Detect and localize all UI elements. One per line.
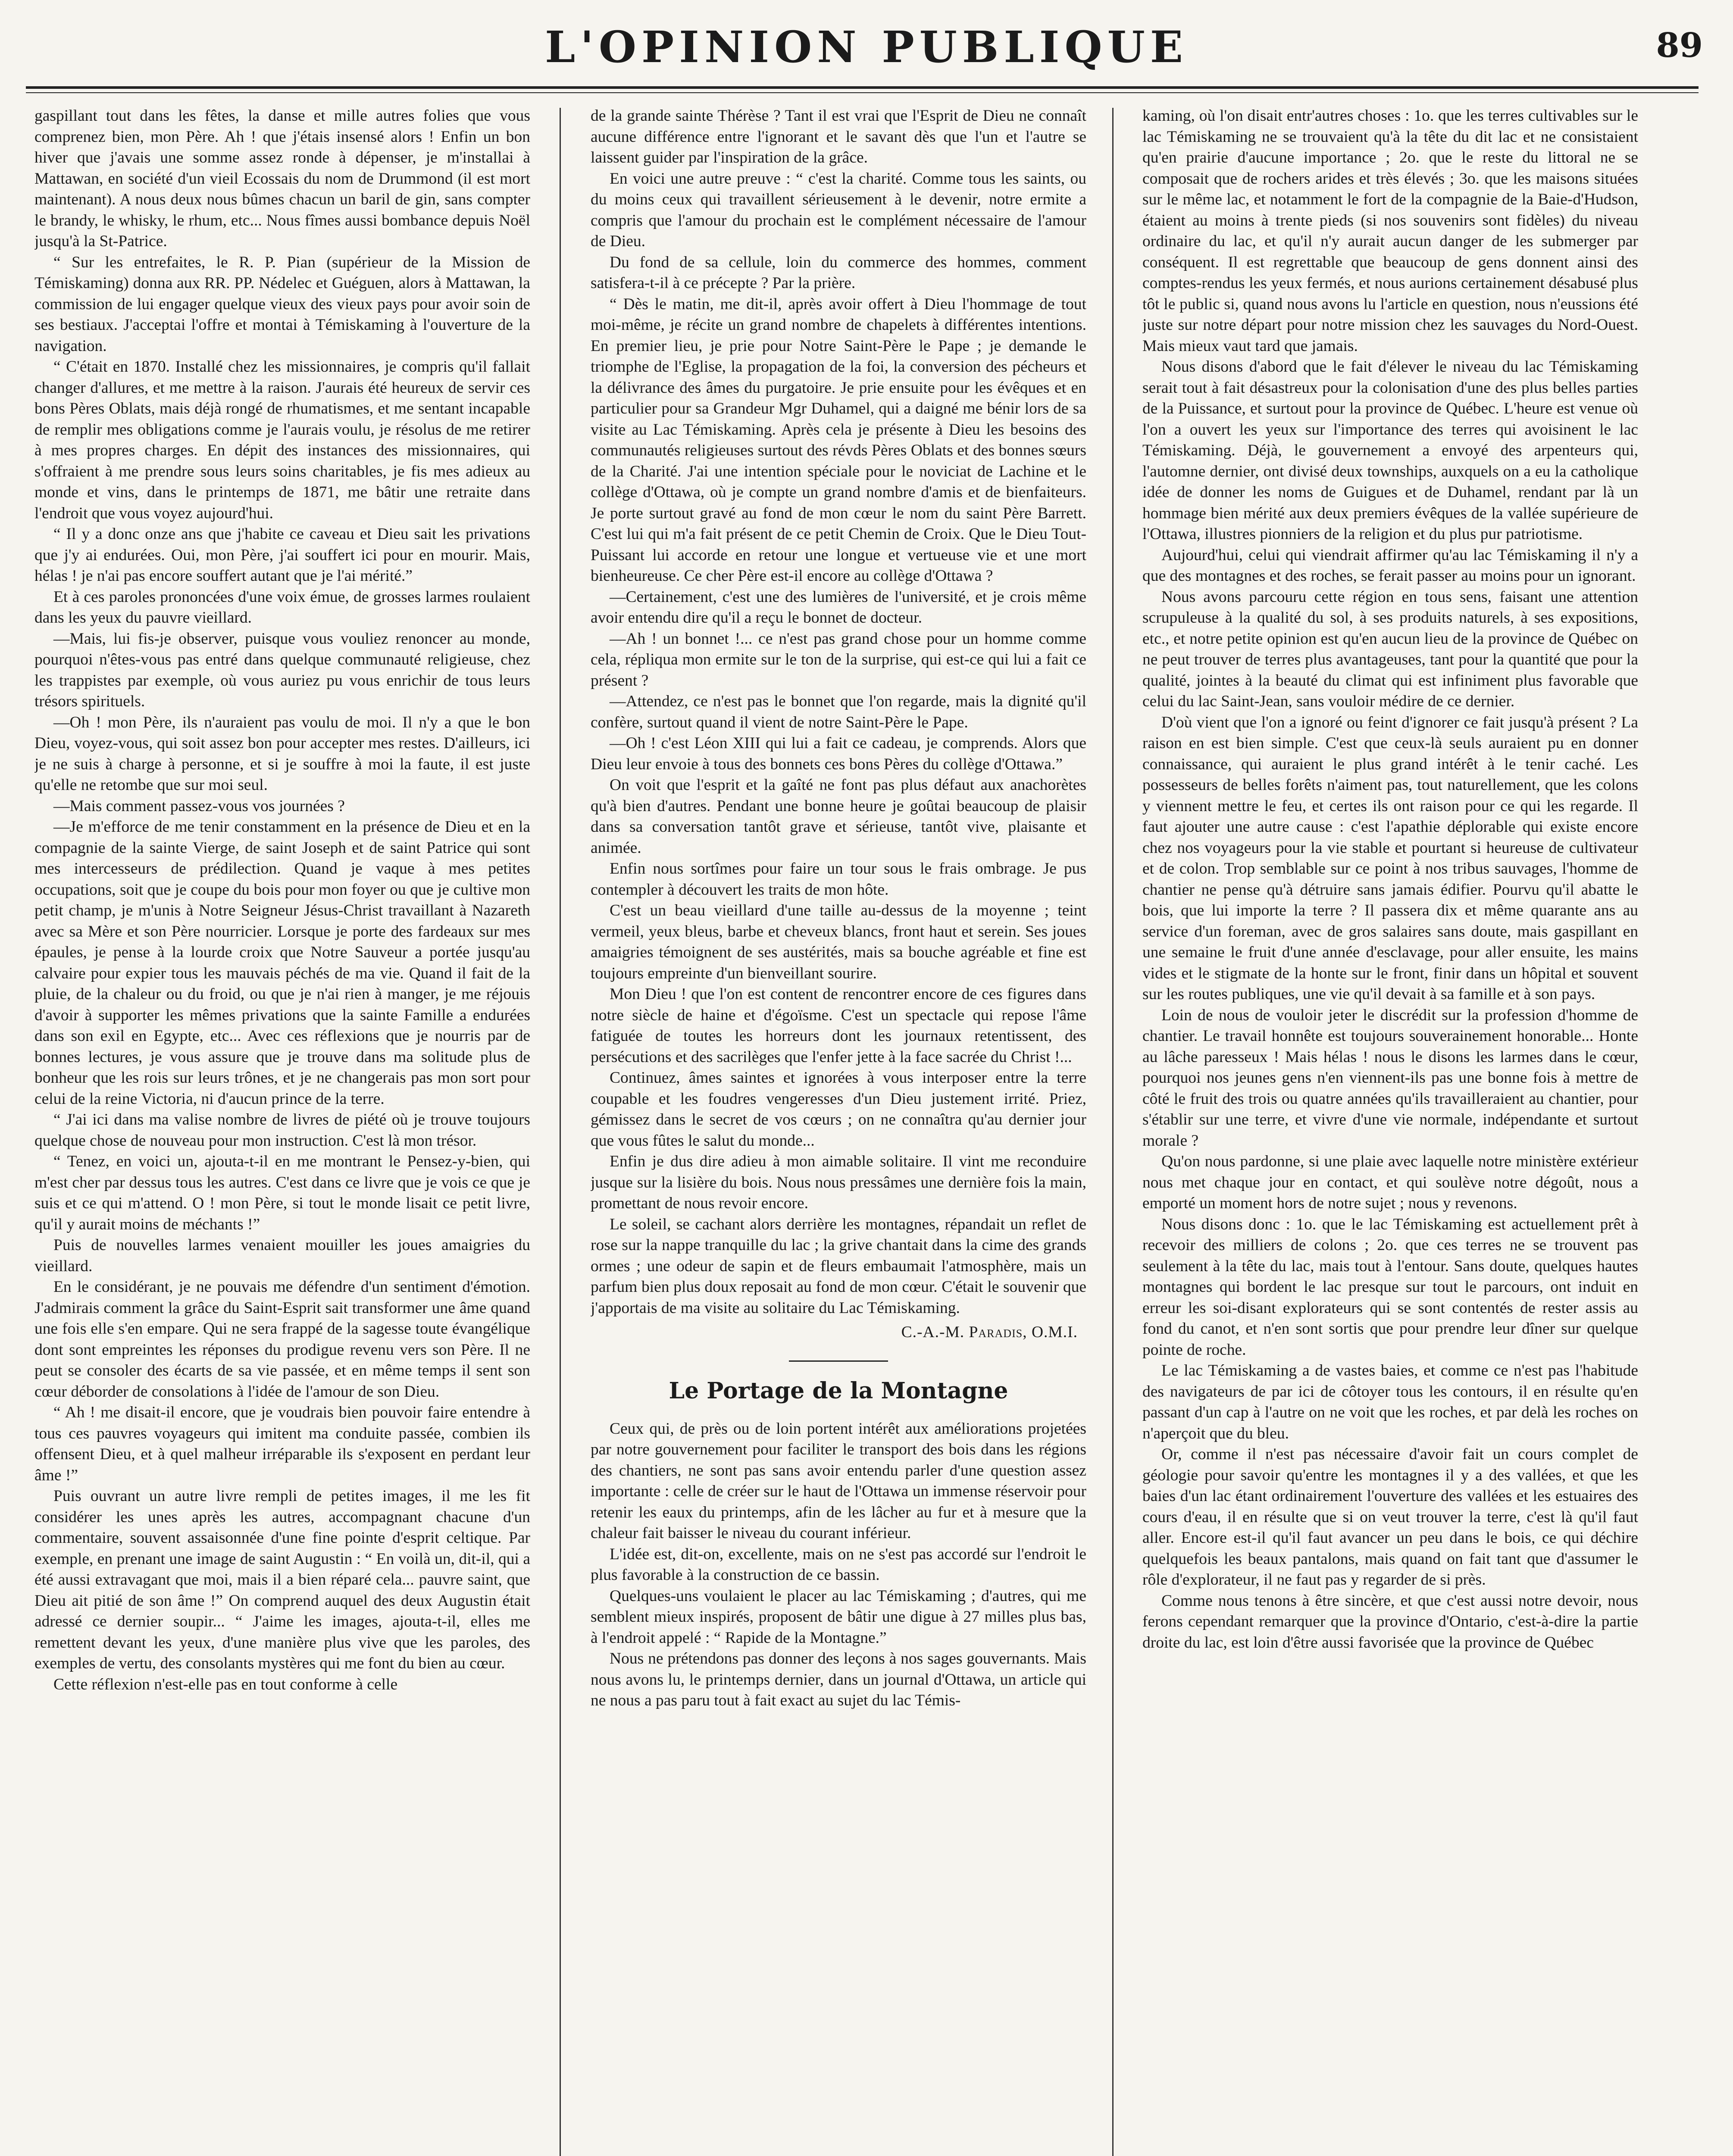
paragraph: Du fond de sa cellule, loin du commerce des hommes, comment satisfera-t-il à ce précepte ? Par la prière. bbox=[591, 253, 1086, 292]
page-number: 89 bbox=[1656, 26, 1703, 65]
paragraph: En voici une autre preuve : “ c'est la charité. Comme tous les saints, ou du moins ceux qui travaillent sérieusement à le devenir, notre ermite a compris que l'amour du prochain est le complément nécessaire de l'amour de Dieu. bbox=[591, 169, 1086, 250]
paragraph: “ Tenez, en voici un, ajouta-t-il en me montrant le Pensez-y-bien, qui m'est cher par dessus tous les autres. C'est dans ce livre que je vois ce que je suis et ce qui m'attend. O ! mon Père, si tout le monde lisait ce petit livre, qu'il y aurait moins de méchants !” bbox=[34, 1153, 530, 1233]
paragraph: Nous avons parcouru cette région en tous sens, faisant une attention scrupuleuse à la qualité du sol, à ses produits naturels, à ses expositions, etc., et notre petite opinion est qu'en aucun lieu de la province de Québec on ne peut trouver de terres plus avantageuses, tant pour la quantité que pour la qualité, jointes à la beauté du climat qui est infiniment plus favorable que celui du lac Saint-Jean, sans vouloir médire de ce dernier. bbox=[1142, 588, 1638, 710]
column-divider-1 bbox=[560, 108, 561, 2156]
paragraph: On voit que l'esprit et la gaîté ne font pas plus défaut aux anachorètes qu'à bien d'autres. Pendant une bonne heure je goûtai beaucoup de plaisir dans sa conversation tantôt grave et sérieuse, tantôt vive, plaisante et animée. bbox=[591, 776, 1086, 857]
paragraph: —Mais comment passez-vous vos journées ? bbox=[53, 797, 345, 815]
paragraph: —Oh ! c'est Léon XIII qui lui a fait ce cadeau, je comprends. Alors que Dieu leur envoie à tous des bonnets ces bons Pères du collège d'Ottawa.” bbox=[591, 734, 1086, 773]
paragraph: Aujourd'hui, celui qui viendrait affirmer qu'au lac Témiskaming il n'y a que des montagnes et des roches, se ferait passer au moins pour un ignorant. bbox=[1142, 546, 1638, 585]
paragraph: “ Sur les entrefaites, le R. P. Pian (supérieur de la Mission de Témiskaming) donna aux RR. PP. Nédelec et Guéguen, alors à Mattawan, la commission de lui engager quelque vieux des vieux pays pour avoir soin de ses bestiaux. J'acceptai l'offre et montai à Témiskaming à l'ouverture de la navigation. bbox=[34, 253, 530, 355]
paragraph: —Je m'efforce de me tenir constamment en la présence de Dieu et en la compagnie de la sainte Vierge, de saint Joseph et de saint Patrice qui sont mes intercesseurs de prédilection. Quand je vaque à mes petites occupations, soit que je coupe du bois pour mon foyer ou que je cultive mon petit champ, je m'unis à Notre Seigneur Jésus-Christ travaillant à Nazareth avec sa Mère et son Père nourricier. Lorsque je porte des fardeaux sur mes épaules, je pense à la lourde croix que Notre Sauveur a portée jusqu'au calvaire pour expier tous les mauvais péchés de ma vie. Quand il fait de la pluie, de la chaleur ou du froid, ou que je n'ai rien à manger, je me réjouis d'avoir à supporter les mêmes privations que la sainte Famille a endurées dans son exil en Egypte, etc... Avec ces réflexions que je nourris par de bonnes lectures, je vous assure que je trouve dans ma solitude plus de bonheur que les rois sur leurs trônes, et je ne changerais pas mon sort pour celui de la reine Victoria, ni d'aucun prince de la terre. bbox=[34, 818, 530, 1108]
paragraph: Cette réflexion n'est-elle pas en tout conforme à celle bbox=[53, 1675, 398, 1693]
paragraph: Nous ne prétendons pas donner des leçons à nos sages gouvernants. Mais nous avons lu, le printemps dernier, dans un journal d'Ottawa, un article qui ne nous a pas paru tout à fait exact au sujet du lac Témis- bbox=[591, 1650, 1086, 1709]
paragraph: “ J'ai ici dans ma valise nombre de livres de piété où je trouve toujours quelque chose de nouveau pour mon instruction. C'est là mon trésor. bbox=[34, 1111, 530, 1150]
header-rule-thick bbox=[26, 86, 1699, 89]
section-separator bbox=[789, 1360, 888, 1362]
article-column-2 bbox=[591, 106, 1086, 2156]
paragraph: —Certainement, c'est une des lumières de l'université, et je crois même avoir entendu dire qu'il a reçu le bonnet de docteur. bbox=[591, 588, 1086, 627]
masthead bbox=[26, 17, 1707, 82]
paragraph: —Attendez, ce n'est pas le bonnet que l'on regarde, mais la dignité qu'il confère, surtout quand il vient de notre Saint-Père le Pape. bbox=[591, 693, 1086, 731]
paragraph: L'idée est, dit-on, excellente, mais on ne s'est pas accordé sur l'endroit le plus favorable à la construction de ce bassin. bbox=[591, 1545, 1086, 1584]
paragraph: Or, comme il n'est pas nécessaire d'avoir fait un cours complet de géologie pour savoir qu'entre les montagnes il y a des vallées, et que les baies d'un lac étant ordinairement l'ouverture des vallées et les estuaires des cours d'eau, il en résulte que si on veut trouver la terre, c'est là qu'il faut aller. Encore est-il qu'il faut avancer un peu dans le bois, ce qui déchire quelquefois les beaux pantalons, mais quand on fait tant que d'assumer le rôle d'explorateur, il ne faut pas y regarder de si près. bbox=[1142, 1445, 1638, 1589]
paragraph: C'est un beau vieillard d'une taille au-dessus de la moyenne ; teint vermeil, yeux bleus, barbe et cheveux blancs, front haut et serein. Ses joues amaigries témoignent de ses austérités, mais sa bouche agréable et fine est toujours empreinte d'un bienveillant sourire. bbox=[591, 902, 1086, 982]
author-signature: C.-A.-M. Paradis, O.M.I. bbox=[901, 1323, 1078, 1341]
newspaper-title: L'OPINION PUBLIQUE bbox=[544, 22, 1189, 72]
paragraph: Enfin je dus dire adieu à mon aimable solitaire. Il vint me reconduire jusque sur la lisière du bois. Nous nous pressâmes une dernière fois la main, promettant de nous revoir encore. bbox=[591, 1153, 1086, 1212]
paragraph: kaming, où l'on disait entr'autres choses : 1o. que les terres cultivables sur le lac Témiskaming ne se trouvaient qu'à la tête du dit lac et ne consistaient qu'en prairie d'aucune importance ; 2o. que le reste du littoral ne se composait que de rochers arides et très élevés ; 3o. que les maisons situées sur le même lac, et notamment le fort de la compagnie de la Baie-d'Hudson, étaient au moins à trente pieds (si nos souvenirs sont fidèles) du niveau ordinaire du lac, et qu'il n'y aurait aucun danger de les submerger par conséquent. Il est regrettable que beaucoup de gens donnent ainsi des comptes-rendus les yeux fermés, et nous aurions certainement désabusé plus tôt le public si, quand nous avons lu l'article en question, nous n'eussions été juste sur notre départ pour notre mission chez les sauvages du Nord-Ouest. Mais mieux vaut tard que jamais. bbox=[1142, 107, 1638, 355]
paragraph: Loin de nous de vouloir jeter le discrédit sur la profession d'homme de chantier. Le travail honnête est toujours souverainement honorable... Honte au lâche paresseux ! Mais hélas ! nous le disons les larmes dans le cœur, pourquoi nos jeunes gens n'en viennent-ils pas une bonne fois à mettre de côté le fruit des trois ou quatre années qu'ils travailleraient au chantier, pour s'établir sur une terre, et vivre d'une vie normale, indépendante et surtout morale ? bbox=[1142, 1006, 1638, 1150]
article-column-3 bbox=[1142, 106, 1638, 2156]
paragraph: “ Il y a donc onze ans que j'habite ce caveau et Dieu sait les privations que j'y ai endurées. Oui, mon Père, j'ai souffert ici pour en mourir. Mais, hélas ! je n'ai pas encore souffert autant que je l'ai mérité.” bbox=[34, 525, 530, 585]
paragraph: Comme nous tenons à être sincère, et que c'est aussi notre devoir, nous ferons cependant remarquer que la province d'Ontario, c'est-à-dire la partie droite du lac, est loin d'être aussi favorisée que la province de Québec bbox=[1142, 1592, 1638, 1651]
section-title: Le Portage de la Montagne bbox=[669, 1377, 1008, 1404]
paragraph: D'où vient que l'on a ignoré ou feint d'ignorer ce fait jusqu'à présent ? La raison en est bien simple. C'est que ceux-là seuls auraient pu en donner connaissance, qui auraient le plus grand intérêt à le tenir caché. Les possesseurs de belles forêts n'aiment pas, tout naturellement, que les colons y viennent mettre le feu, et certes ils ont raison pour ce qui les regarde. Il faut ajouter une autre cause : c'est l'apathie déplorable qui existe encore chez nos voyageurs pour la vie stable et pourtant si heureuse de cultivateur et de colon. Trop semblable sur ce point à nos tribus sauvages, l'homme de chantier ne pense qu'à détruire sans jamais édifier. Pourvu qu'il abatte le bois, que lui importe la terre ? Il passera dix et même quarante ans au service d'un foreman, avec de gros salaires sans doute, mais gaspillant en une semaine le fruit d'une année d'esclavage, pour aller ensuite, les mains vides et le stigmate de la honte sur le front, finir dans un hôpital et souvent sur les routes publiques, une vie qu'il devait à sa famille et à son pays. bbox=[1142, 713, 1638, 1003]
paragraph: Mon Dieu ! que l'on est content de rencontrer encore de ces figures dans notre siècle de haine et d'égoïsme. C'est un spectacle qui repose l'âme fatiguée de toutes les horreurs dont les journaux retentissent, des persécutions et des sacrilèges que l'enfer jette à la face sacrée du Christ !... bbox=[591, 985, 1086, 1066]
paragraph: Nous disons d'abord que le fait d'élever le niveau du lac Témiskaming serait tout à fait désastreux pour la colonisation d'une des plus belles parties de la Puissance, et surtout pour la province de Québec. L'heure est venue où l'on a ouvert les yeux sur l'importance des terres qui avoisinent le lac Témiskaming. Déjà, le gouvernement a envoyé des arpenteurs qui, l'automne dernier, ont divisé deux townships, auxquels on a eu la catholique idée de donner les noms de Guigues et de Duhamel, rendant par là un hommage bien mérité aux deux premiers évêques de la vallée supérieure de l'Ottawa, illustres pionniers de la religion et du plus pur patriotisme. bbox=[1142, 358, 1638, 543]
paragraph: Continuez, âmes saintes et ignorées à vous interposer entre la terre coupable et les foudres vengeresses d'un Dieu justement irrité. Priez, gémissez dans le secret de vos cœurs ; on ne connaîtra qu'au dernier jour que vous fûtes le salut du monde... bbox=[591, 1069, 1086, 1150]
paragraph: Enfin nous sortîmes pour faire un tour sous le frais ombrage. Je pus contempler à découvert les traits de mon hôte. bbox=[591, 860, 1086, 899]
paragraph: Qu'on nous pardonne, si une plaie avec laquelle notre ministère extérieur nous met chaque jour en contact, et qui soulève notre dégoût, nous a emporté un moment hors de notre sujet ; nous y revenons. bbox=[1142, 1153, 1638, 1212]
paragraph: Ceux qui, de près ou de loin portent intérêt aux améliorations projetées par notre gouvernement pour faciliter le transport des bois dans les régions des chantiers, ne sont pas sans avoir entendu parler d'une question assez importante : celle de créer sur le haut de l'Ottawa un immense réservoir pour retenir les eaux du printemps, afin de les lâcher au fur et à mesure que la chaleur fait baisser le niveau du courant inférieur. bbox=[591, 1420, 1086, 1542]
paragraph: En le considérant, je ne pouvais me défendre d'un sentiment d'émotion. J'admirais comment la grâce du Saint-Esprit sait transformer une âme quand une fois elle s'en empare. Qui ne sera frappé de la sagesse toute évangélique dont sont empreintes les réponses du prodigue revenu vers son Père. Il ne peut se consoler des écarts de sa vie passée, et en même temps il sent son cœur déborder de consolations à l'idée de l'amour de son Dieu. bbox=[34, 1278, 530, 1401]
paragraph: gaspillant tout dans les fêtes, la danse et mille autres folies que vous comprenez bien, mon Père. Ah ! que j'étais insensé alors ! Enfin un bon hiver que j'avais une somme assez ronde à dépenser, je m'installai à Mattawan, en société d'un vieil Ecossais du nom de Drummond (il est mort maintenant). A nous deux nous bûmes chacun un baril de gin, sans compter le brandy, le whisky, le rhum, etc... Nous fîmes aussi bombance depuis Noël jusqu'à la St-Patrice. bbox=[34, 107, 530, 250]
column-divider-2 bbox=[1112, 108, 1114, 2156]
paragraph: —Ah ! un bonnet !... ce n'est pas grand chose pour un homme comme cela, répliqua mon ermite sur le ton de la surprise, qui est-ce qui lui a fait ce présent ? bbox=[591, 630, 1086, 689]
article-column-1 bbox=[34, 106, 530, 2156]
paragraph: Et à ces paroles prononcées d'une voix émue, de grosses larmes roulaient dans les yeux du pauvre vieillard. bbox=[34, 588, 530, 627]
header-rule-thin bbox=[26, 92, 1699, 93]
paragraph: Puis ouvrant un autre livre rempli de petites images, il me les fit considérer les unes après les autres, accompagnant chacune d'un commentaire, souvent assaisonnée d'une fine pointe d'esprit celtique. Par exemple, en prenant une image de saint Augustin : “ En voilà un, dit-il, qui a été aussi extravagant que moi, mais il a bien réparé cela... pauvre saint, que Dieu ait pitié de son âme !” On comprend auquel des deux Augustin était adressé ce dernier soupir... “ J'aime les images, ajouta-t-il, elles me remettent devant les yeux, d'une manière plus vive que les paroles, des exemples de vertu, des consolants mystères qui me font du bien au cœur. bbox=[34, 1487, 530, 1672]
paragraph: —Mais, lui fis-je observer, puisque vous vouliez renoncer au monde, pourquoi n'êtes-vous pas entré dans quelque communauté religieuse, chez les trappistes par exemple, où vous auriez pu vous enrichir de tous leurs trésors spirituels. bbox=[34, 630, 530, 710]
paragraph: “ C'était en 1870. Installé chez les missionnaires, je compris qu'il fallait changer d'allures, et me mettre à la raison. J'aurais été heureux de servir ces bons Pères Oblats, mais déjà rongé de rhumatismes, et me sentant incapable de remplir mes obligations comme je l'aurais voulu, je résolus de me retirer à mes propres charges. En dépit des instances des missionnaires, qui s'offraient à me prendre sous leurs soins charitables, je fis mes adieux au monde et vins, dans le printemps de 1871, me bâtir une retraite dans l'endroit que vous voyez aujourd'hui. bbox=[34, 358, 530, 522]
paragraph: Le soleil, se cachant alors derrière les montagnes, répandait un reflet de rose sur la nappe tranquille du lac ; la grive chantait dans la cime des grands ormes ; une odeur de sapin et de fleurs embaumait l'atmosphère, mais un parfum bien plus doux reposait au fond de mon cœur. C'était le souvenir que j'apportais de ma visite au solitaire du Lac Témiskaming. bbox=[591, 1215, 1086, 1317]
paragraph: “ Ah ! me disait-il encore, que je voudrais bien pouvoir faire entendre à tous ces pauvres voyageurs qui imitent ma conduite passée, combien ils offensent Dieu, et à quel malheur irréparable ils s'exposent en perdant leur âme !” bbox=[34, 1404, 530, 1484]
paragraph: —Oh ! mon Père, ils n'auraient pas voulu de moi. Il n'y a que le bon Dieu, voyez-vous, qui soit assez bon pour accepter mes restes. D'ailleurs, ici je ne suis à charge à personne, et si je souffre à moi la faute, il est juste qu'elle ne retombe que sur moi seul. bbox=[34, 713, 530, 794]
paragraph: Le lac Témiskaming a de vastes baies, et comme ce n'est pas l'habitude des navigateurs de par ici de côtoyer tous les contours, il en résulte qu'en passant d'un cap à l'autre on ne voit que les roches, et par delà les roches on n'aperçoit que du bleu. bbox=[1142, 1362, 1638, 1442]
paragraph: Nous disons donc : 1o. que le lac Témiskaming est actuellement prêt à recevoir des milliers de colons ; 2o. que ces terres ne se trouvent pas seulement à la tête du lac, mais tout à l'entour. Sans doute, quelques hautes montagnes qui bordent le lac presque sur tout le parcours, ont induit en erreur les soi-disant explorateurs qui se sont contentés de rester assis au fond du canot, et n'en sont sortis que pour prendre leur dîner sur quelque pointe de roche. bbox=[1142, 1215, 1638, 1359]
paragraph: Puis de nouvelles larmes venaient mouiller les joues amaigries du vieillard. bbox=[34, 1236, 530, 1275]
paragraph: “ Dès le matin, me dit-il, après avoir offert à Dieu l'hommage de tout moi-même, je récite un grand nombre de chapelets à différentes intentions. En premier lieu, je prie pour Notre Saint-Père le Pape ; je demande le triomphe de l'Eglise, la propagation de la foi, la conversion des pécheurs et la délivrance des âmes du purgatoire. Je prie ensuite pour les évêques et en particulier pour sa Grandeur Mgr Duhamel, qui a daigné me bénir lors de sa visite au Lac Témiskaming. Après cela je présente à Dieu les besoins des communautés religieuses surtout des révds Pères Oblats et des bonnes sœurs de la Charité. J'ai une intention spéciale pour le noviciat de Lachine et le collège d'Ottawa, où je compte un grand nombre d'amis et de bienfaiteurs. Je porte surtout gravé au fond de mon cœur le nom du saint Père Barrett. C'est lui qui m'a fait présent de ce petit Chemin de Croix. Que le Dieu Tout-Puissant lui accorde en retour une longue et vertueuse vie et une mort bienheureuse. Ce cher Père est-il encore au collège d'Ottawa ? bbox=[591, 295, 1086, 585]
paragraph: de la grande sainte Thérèse ? Tant il est vrai que l'Esprit de Dieu ne connaît aucune différence entre l'ignorant et le savant dès que l'un et l'autre se laissent guider par l'inspiration de la grâce. bbox=[591, 107, 1086, 166]
paragraph: Quelques-uns voulaient le placer au lac Témiskaming ; d'autres, qui me semblent mieux inspirés, proposent de bâtir une digue à 27 milles plus bas, à l'endroit appelé : “ Rapide de la Montagne.” bbox=[591, 1587, 1086, 1647]
